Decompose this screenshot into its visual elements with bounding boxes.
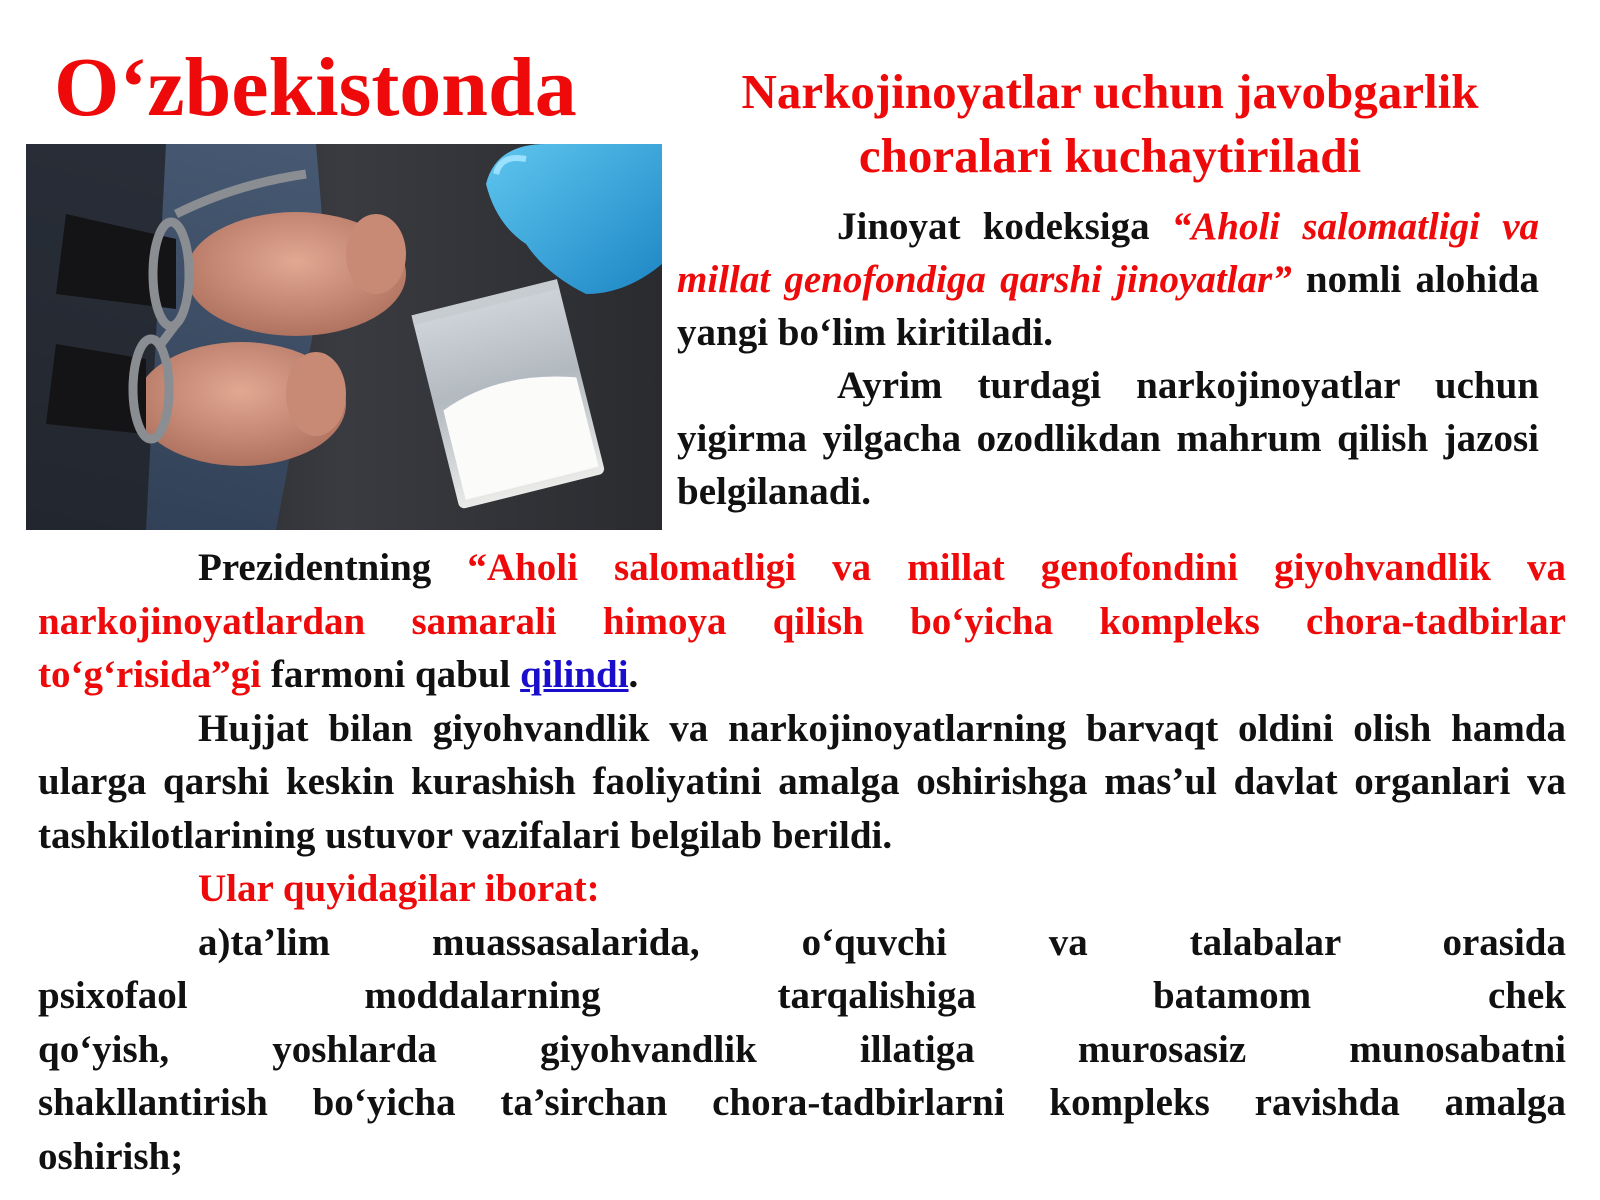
list-heading: Ular quyidagilar iborat: bbox=[198, 867, 600, 910]
article-headline: Narkojinoyatlar uchun javobgarlik choralari kuchaytiriladi bbox=[741, 64, 1479, 183]
decree-title-quote: “Aholi salomatligi va millat genofondini giyohvandlik va narkojinoyatlardan samarali himoya qilish bo‘yicha kompleks chora-tadbirlar to‘g‘risida”gi bbox=[38, 546, 1567, 696]
page-title: O‘zbekistonda bbox=[54, 41, 577, 134]
intro-column bbox=[677, 200, 1539, 518]
list-item-a: a)ta’lim muassasalarida, o‘quvchi va talabalar orasida psixofaol moddalarning tarqalishiga batamom chek qo‘yish, yoshlarda giyohvandlik illatiga murosasiz munosabatni shakllantirish bo‘yicha ta’sirchan chora-tadbirlarni kompleks ravishda amalga oshirish; bbox=[38, 920, 1566, 1178]
article-body bbox=[38, 541, 1566, 1183]
paragraph-document-tasks: Hujjat bilan giyohvandlik va narkojinoyatlarning barvaqt oldini olish hamda ularga qarshi keskin kurashish faoliyatini amalga oshirishga mas’ul davlat organlari va tashkilotlarining ustuvor vazifalari belgilab berildi. bbox=[38, 706, 1566, 857]
paragraph-criminal-code: Jinoyat kodeksiga “Aholi salomatligi va millat genofondiga qarshi jinoyatlar” nomli alohida yangi bo‘lim kiritiladi. bbox=[677, 205, 1540, 354]
paragraph-penalty: Ayrim turdagi narkojinoyatlar uchun yigirma yilgacha ozodlikdan mahrum qilish jazosi belgilanadi. bbox=[677, 364, 1539, 513]
section-name-quote: “Aholi salomatligi va millat genofondiga qarshi jinoyatlar” bbox=[677, 205, 1539, 301]
handcuffs-and-drug-bag-photo-icon bbox=[26, 144, 662, 530]
decree-link[interactable]: qilindi bbox=[520, 653, 629, 696]
paragraph-decree: Prezidentning “Aholi salomatligi va millat genofondini giyohvandlik va narkojinoyatlardan samarali himoya qilish bo‘yicha kompleks chora-tadbirlar to‘g‘risida”gi farmoni qabul qilindi. bbox=[38, 546, 1567, 696]
